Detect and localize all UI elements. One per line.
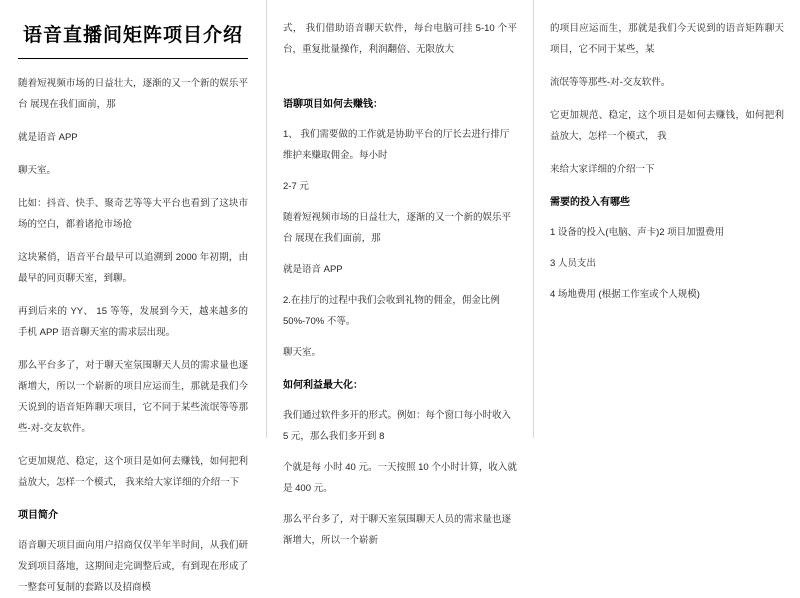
list-item: 2.在挂厅的过程中我们会收到礼物的佣金，佣金比例 50%-70% 不等。 — [283, 295, 500, 327]
section-heading-maximize: 如何利益最大化： — [283, 380, 363, 391]
list-item: 1 设备的投入(电脑、声卡)2 项目加盟费用 — [550, 227, 725, 238]
spacer — [283, 72, 517, 82]
section-heading-intro: 项目简介 — [18, 510, 58, 521]
list-item: 聊天室。 — [283, 347, 322, 358]
paragraph: 它更加规范、稳定，这个项目是如何去赚钱，如何把利益放大，怎样一个模式， 我 — [550, 110, 784, 142]
column-right — [533, 0, 800, 438]
paragraph: 聊天室。 — [18, 165, 57, 176]
page-title: 语音直播间矩阵项目介绍 — [18, 22, 248, 59]
paragraph: 这块紧俏，语音平台最早可以追溯到 2000 年初期，由最早的同页聊天室，到聊。 — [18, 252, 248, 284]
list-item: 2-7 元 — [283, 181, 309, 192]
list-item: 4 场地费用 (根据工作室或个人规模) — [550, 289, 700, 300]
list-item: 就是语音 APP — [283, 264, 343, 275]
paragraph: 那么平台多了，对于聊天室氛围聊天人员的需求量也逐渐增大，所以一个崭新的项目应运而生，那就是我们今天说到的语音矩阵聊天项目，它不同于某些流氓等等那些-对-交友软件。 — [18, 360, 248, 434]
paragraph: 语音聊天项目面向用户招商仅仅半年半时间，从我们研发到项目落地，这期间走完调整后或，有到现在形成了一整套可复制的套路以及招商模 — [18, 540, 248, 593]
list-item: 个就是每 小时 40 元。一天按照 10 个小时计算，收入就是 400 元。 — [283, 462, 517, 494]
list-item: 那么平台多了，对于聊天室氛围聊天人员的需求量也逐渐增大，所以一个崭新 — [283, 514, 512, 546]
list-item: 我们通过软件多开的形式。例如：每个窗口每小时收入 5 元，那么我们多开到 8 — [283, 410, 512, 442]
section-heading-investment: 需要的投入有哪些 — [550, 197, 630, 208]
list-item: 随着短视频市场的日益壮大，逐渐的又一个新的娱乐平台 展现在我们面前，那 — [283, 212, 512, 244]
section-heading-earning: 语聊项目如何去赚钱： — [283, 99, 383, 110]
paragraph: 式， 我们借助语音聊天软件，每台电脑可挂 5-10 个平台，重复批量操作，利润翻倍、无限放大 — [283, 23, 517, 55]
paragraph: 再到后来的 YY、 15 等等，发展到今天，越来越多的手机 APP 语音聊天室的需求层出现。 — [18, 306, 248, 338]
paragraph: 的项目应运而生，那就是我们今天说到的语音矩阵聊天项目，它不同于某些，某 — [550, 23, 784, 55]
paragraph: 来给大家详细的介绍一下 — [550, 164, 655, 175]
paragraph: 流氓等等那些-对-交友软件。 — [550, 77, 671, 88]
paragraph: 随着短视频市场的日益壮大，逐渐的又一个新的娱乐平台 展现在我们面前，那 — [18, 78, 248, 110]
column-middle — [266, 0, 533, 546]
paragraph: 比如：抖音、快手、聚奇艺等等大平台也看到了这块市场的空白，都着诸抢市场抢 — [18, 198, 248, 230]
paragraph: 它更加规范、稳定，这个项目是如何去赚钱，如何把利益放大，怎样一个模式， 我来给大家详细的介绍一下 — [18, 456, 248, 488]
column-left — [0, 0, 266, 593]
paragraph: 就是语音 APP — [18, 132, 78, 143]
list-item: 3 人员支出 — [550, 258, 596, 269]
list-item: 1、 我们需要做的工作就是协助平台的厅长去进行排厅维护来赚取佣金。每小时 — [283, 129, 510, 161]
